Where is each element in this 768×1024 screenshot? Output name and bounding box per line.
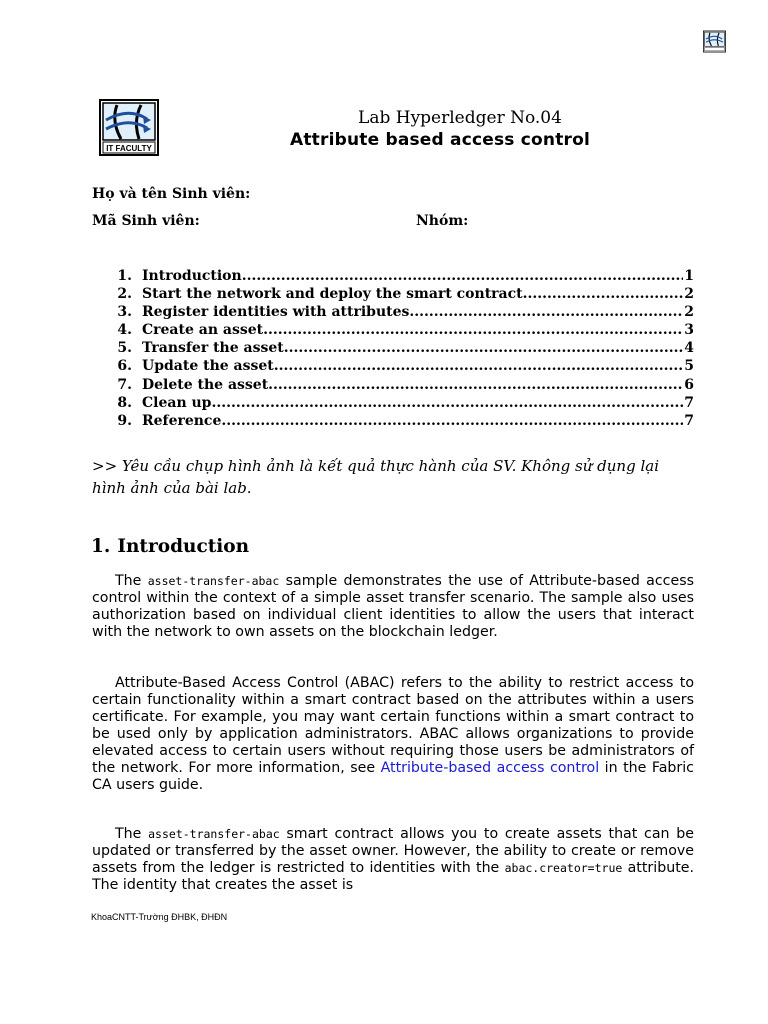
student-name-label: Họ và tên Sinh viên: bbox=[92, 186, 251, 202]
toc-item-title: Register identities with attributes bbox=[142, 304, 410, 321]
toc-item[interactable] bbox=[92, 412, 694, 430]
toc-item[interactable] bbox=[92, 285, 694, 303]
table-of-contents bbox=[92, 267, 694, 430]
toc-item[interactable] bbox=[92, 303, 694, 321]
toc-item[interactable] bbox=[92, 394, 694, 412]
toc-item-title: Update the asset bbox=[142, 358, 274, 375]
instruction-note: >> Yêu cầu chụp hình ảnh là kết quả thực hành của SV. Không sử dụng lại hình ảnh của bài lab. bbox=[92, 457, 659, 497]
toc-leader bbox=[274, 357, 684, 375]
toc-item-page: 6 bbox=[684, 376, 694, 393]
paragraph-text: The bbox=[115, 826, 149, 842]
toc-item-page: 7 bbox=[684, 394, 694, 411]
toc-item-page: 5 bbox=[684, 358, 694, 375]
toc-item-title: Reference bbox=[142, 412, 222, 429]
section-number: 1. bbox=[91, 536, 111, 557]
paragraph-text: Attribute-Based Access Control (ABAC) refers to the ability to restrict access to certain functionality within a smart contract based on the attributes within a users certificate. For example, you may want certain functions within a smart contract to be used only by application administrators. ABAC allows organizations to provide elevated access to certain users without requiring those users be administrators of the network. For more information, see bbox=[92, 675, 694, 776]
toc-item-page: 2 bbox=[684, 304, 694, 321]
paragraph-text: sample demonstrates the use of Attribute-based access control within the context of a simple asset transfer scenario. The sample also uses authorization based on individual client identities to allow the users that interact with the network to own assets on the blockchain ledger. bbox=[92, 573, 694, 640]
toc-item-number: 8. bbox=[117, 394, 132, 411]
toc-item[interactable] bbox=[92, 357, 694, 375]
logo-text: IT FACULTY bbox=[106, 144, 152, 153]
group-label: Nhóm: bbox=[416, 213, 469, 229]
toc-item-title: Clean up bbox=[142, 394, 212, 411]
toc-item-title: Delete the asset bbox=[142, 376, 269, 393]
page-title: Lab Hyperledger No.04 bbox=[358, 108, 562, 128]
paragraph-3 bbox=[92, 826, 694, 894]
toc-leader bbox=[242, 267, 684, 285]
toc-leader bbox=[409, 303, 683, 321]
toc-item-number: 9. bbox=[117, 412, 132, 429]
toc-item-page: 3 bbox=[684, 322, 694, 339]
code-inline: abac.creator=true bbox=[504, 861, 623, 875]
toc-item-page: 4 bbox=[684, 340, 694, 357]
page-footer: KhoaCNTT-Trường ĐHBK, ĐHĐN bbox=[91, 912, 228, 922]
toc-item-number: 1. bbox=[117, 268, 132, 284]
toc-item-page: 2 bbox=[684, 286, 694, 303]
section-heading bbox=[91, 536, 249, 557]
code-inline: asset-transfer-abac bbox=[148, 827, 280, 841]
toc-item-title: Transfer the asset bbox=[142, 340, 284, 357]
toc-item-page: 7 bbox=[684, 412, 694, 429]
paragraph-text: in the Fabric CA users guide. bbox=[92, 760, 694, 793]
toc-item-number: 4. bbox=[117, 322, 132, 339]
toc-item-number: 5. bbox=[117, 340, 132, 357]
toc-leader bbox=[221, 412, 683, 430]
toc-item-number: 2. bbox=[117, 286, 132, 303]
toc-item[interactable] bbox=[92, 267, 694, 285]
section-title: Introduction bbox=[117, 536, 250, 557]
toc-item[interactable] bbox=[92, 339, 694, 357]
toc-item-title: Introduction bbox=[142, 268, 242, 284]
toc-leader bbox=[284, 339, 684, 357]
toc-item-number: 6. bbox=[117, 358, 132, 375]
toc-item-number: 7. bbox=[117, 376, 132, 393]
toc-item[interactable] bbox=[92, 376, 694, 394]
toc-leader bbox=[263, 321, 683, 339]
toc-item-title: Start the network and deploy the smart contract bbox=[142, 286, 523, 303]
paragraph-text: The bbox=[115, 573, 148, 589]
toc-item-number: 3. bbox=[117, 304, 132, 321]
page-subtitle: Attribute based access control bbox=[289, 130, 591, 150]
paragraph-text: smart contract allows you to create assets that can be updated or transferred by the asset owner. However, the ability to create or remove assets from the ledger is restricted to identities with the bbox=[92, 826, 694, 876]
student-id-label: Mã Sinh viên: bbox=[92, 213, 200, 229]
paragraph-2 bbox=[92, 675, 694, 794]
toc-leader bbox=[523, 285, 684, 303]
faculty-logo-small-icon bbox=[703, 30, 726, 53]
paragraph-1 bbox=[92, 573, 694, 641]
toc-leader bbox=[211, 394, 683, 412]
code-inline: asset-transfer-abac bbox=[147, 574, 280, 588]
toc-item[interactable] bbox=[92, 321, 694, 339]
toc-item-page: 1 bbox=[684, 268, 694, 284]
toc-leader bbox=[268, 376, 683, 394]
toc-item-title: Create an asset bbox=[142, 322, 264, 339]
paragraph-text: attribute. The identity that creates the asset is bbox=[92, 860, 694, 893]
abac-link[interactable]: Attribute-based access control bbox=[380, 760, 600, 776]
